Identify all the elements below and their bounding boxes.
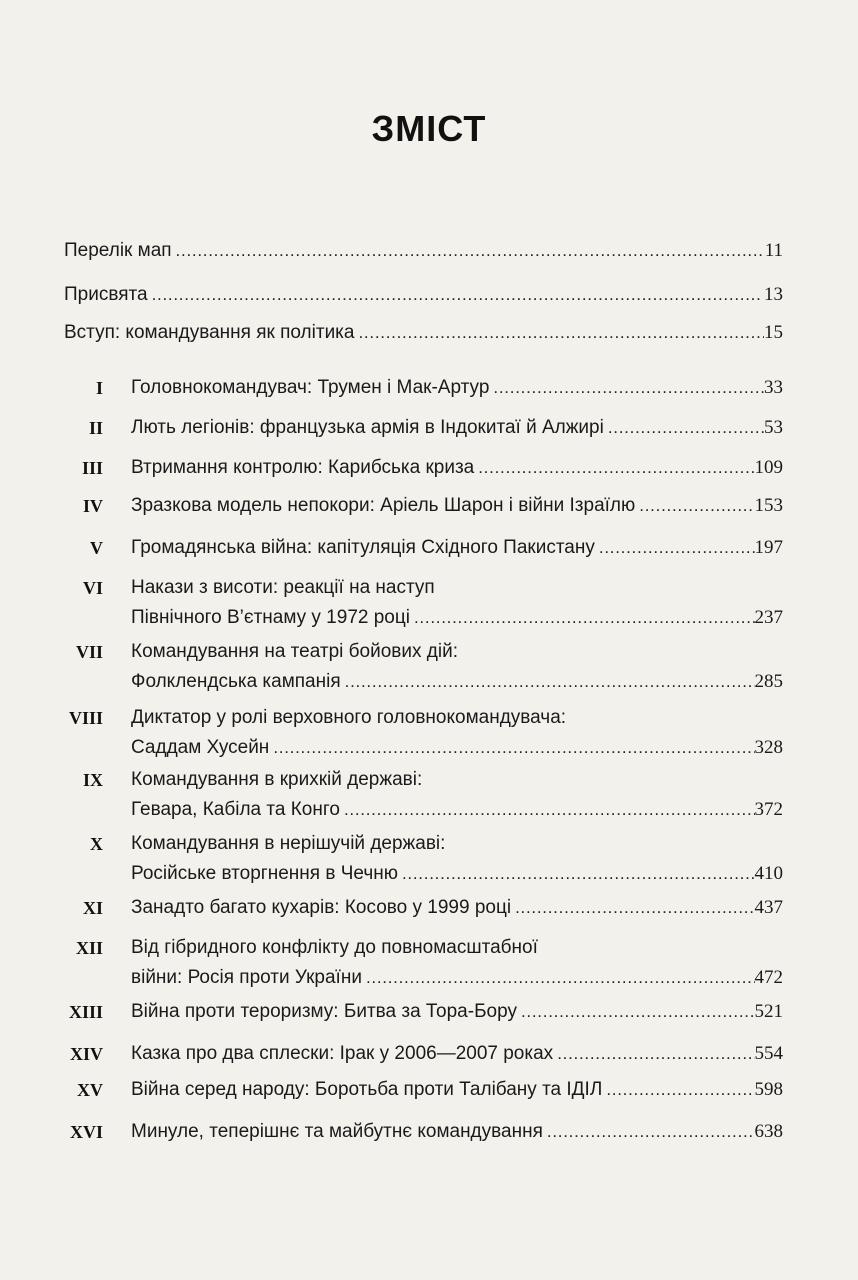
entry-title-line: Від гібридного конфлікту до повномасштабної — [131, 937, 538, 958]
entry-title-line: війни: Росія проти України — [131, 967, 362, 988]
entry-body — [131, 1039, 783, 1069]
entry-title-line: Саддам Хусейн — [131, 737, 270, 758]
page-number: 33 — [764, 377, 783, 398]
entry-last-line — [131, 491, 783, 521]
page-number: 372 — [754, 799, 783, 820]
entry-last-line — [131, 413, 783, 443]
dot-leader — [557, 1039, 754, 1069]
dot-leader — [521, 997, 755, 1027]
dot-leader — [358, 318, 764, 348]
dot-leader — [273, 733, 754, 763]
entry-body — [131, 893, 783, 923]
entry-last-line — [64, 280, 783, 310]
entry-title-line: Російське вторгнення в Чечню — [131, 863, 398, 884]
dot-leader — [344, 795, 755, 825]
page-number: 197 — [754, 537, 783, 558]
entry-body — [64, 280, 783, 310]
page-number: 285 — [754, 671, 783, 692]
dot-leader — [414, 603, 755, 633]
page-number: 472 — [754, 967, 783, 988]
entry-body — [64, 236, 783, 266]
entry-last-line — [131, 963, 783, 993]
dot-leader — [606, 1075, 754, 1105]
entry-title-line: Гевара, Кабіла та Конго — [131, 799, 340, 820]
entry-last-line — [131, 533, 783, 563]
entry-last-line — [131, 1117, 783, 1147]
chapter-number: V — [90, 538, 103, 558]
page-number: 153 — [754, 495, 783, 516]
entry-body — [131, 703, 783, 763]
entry-body — [131, 829, 783, 889]
entry-body — [64, 318, 783, 348]
chapter-number: VIII — [68, 708, 103, 728]
entry-body — [131, 491, 783, 521]
page-number: 521 — [754, 1001, 783, 1022]
page-number: 53 — [764, 417, 783, 438]
entry-body — [131, 1075, 783, 1105]
entry-title-line: Головнокомандувач: Трумен і Мак-Артур — [131, 377, 490, 398]
entry-title-line: Командування в нерішучій державі: — [131, 833, 446, 854]
entry-title-line: Зразкова модель непокори: Аріель Шарон і війни Ізраїлю — [131, 495, 636, 516]
entry-title-line: Казка про два сплески: Ірак у 2006—2007 роках — [131, 1043, 554, 1064]
entry-title-line: Вступ: командування як політика — [64, 322, 355, 343]
page-number: 437 — [754, 897, 783, 918]
entry-body — [131, 533, 783, 563]
entry-title-line: Північного В’єтнаму у 1972 році — [131, 607, 410, 628]
entry-body — [131, 997, 783, 1027]
page-title: ЗМІСТ — [371, 108, 487, 149]
page-number: 15 — [764, 322, 783, 343]
entry-last-line — [131, 1075, 783, 1105]
entry-last-line — [131, 997, 783, 1027]
entry-last-line — [131, 373, 783, 403]
entry-body — [131, 373, 783, 403]
chapter-number: IX — [82, 770, 103, 790]
page-number: 598 — [754, 1079, 783, 1100]
entry-last-line — [131, 603, 783, 633]
chapter-number: I — [95, 378, 103, 398]
dot-leader — [366, 963, 755, 993]
entry-last-line — [131, 893, 783, 923]
entry-body — [131, 453, 783, 483]
entry-title-line: Втримання контролю: Карибська криза — [131, 457, 475, 478]
entry-last-line — [131, 667, 783, 697]
chapter-number: XIV — [69, 1044, 103, 1064]
chapter-number: XVI — [69, 1122, 103, 1142]
chapter-number: VI — [82, 578, 103, 598]
entry-title-line: Диктатор у ролі верховного головнокомандувача: — [131, 707, 567, 728]
entry-title-line: Присвята — [64, 284, 148, 305]
entry-last-line — [131, 859, 783, 889]
chapter-number: XIII — [68, 1002, 103, 1022]
entry-last-line — [64, 318, 783, 348]
chapter-number: III — [81, 458, 103, 478]
page-number: 13 — [764, 284, 783, 305]
chapter-number: X — [90, 834, 103, 854]
dot-leader — [176, 236, 765, 266]
entry-title-line: Командування на театрі бойових дій: — [131, 641, 458, 662]
chapter-number: II — [88, 418, 103, 438]
dot-leader — [345, 667, 755, 697]
chapter-number: XII — [75, 938, 103, 958]
entry-title-line: Війна серед народу: Боротьба проти Талібану та ІДІЛ — [131, 1079, 603, 1100]
entry-body — [131, 637, 783, 697]
entry-title-line: Накази з висоти: реакції на наступ — [131, 577, 435, 598]
page-number: 109 — [754, 457, 783, 478]
page-number: 554 — [754, 1043, 783, 1064]
entry-title-line: Лють легіонів: французька армія в Індокитаї й Алжирі — [131, 417, 604, 438]
entry-title-line: Занадто багато кухарів: Косово у 1999 році — [131, 897, 512, 918]
entry-title-line: Війна проти тероризму: Битва за Тора-Бору — [131, 1001, 517, 1022]
dot-leader — [608, 413, 764, 443]
dot-leader — [547, 1117, 755, 1147]
dot-leader — [639, 491, 754, 521]
dot-leader — [599, 533, 755, 563]
chapter-number: VII — [75, 642, 103, 662]
dot-leader — [515, 893, 754, 923]
dot-leader — [152, 280, 764, 310]
entry-title-line: Фолклендська кампанія — [131, 671, 341, 692]
entry-body — [131, 413, 783, 443]
dot-leader — [478, 453, 754, 483]
page-number: 11 — [764, 240, 783, 261]
chapter-number: XI — [82, 898, 103, 918]
entry-last-line — [131, 733, 783, 763]
chapter-number: IV — [82, 496, 103, 516]
entry-title-line: Громадянська війна: капітуляція Східного Пакистану — [131, 537, 595, 558]
entry-last-line — [131, 453, 783, 483]
entry-last-line — [131, 1039, 783, 1069]
page-number: 410 — [754, 863, 783, 884]
page-number: 638 — [754, 1121, 783, 1142]
entry-body — [131, 573, 783, 633]
dot-leader — [402, 859, 755, 889]
entry-title-line: Командування в крихкій державі: — [131, 769, 423, 790]
entry-title-line: Минуле, теперішнє та майбутнє командування — [131, 1121, 543, 1142]
entry-body — [131, 1117, 783, 1147]
entry-body — [131, 933, 783, 993]
entry-title-line: Перелік мап — [64, 240, 172, 261]
entry-body — [131, 765, 783, 825]
entry-last-line — [131, 795, 783, 825]
dot-leader — [493, 373, 764, 403]
chapter-number: XV — [77, 1080, 103, 1100]
page-number: 237 — [754, 607, 783, 628]
page-number: 328 — [754, 737, 783, 758]
entry-last-line — [64, 236, 783, 266]
